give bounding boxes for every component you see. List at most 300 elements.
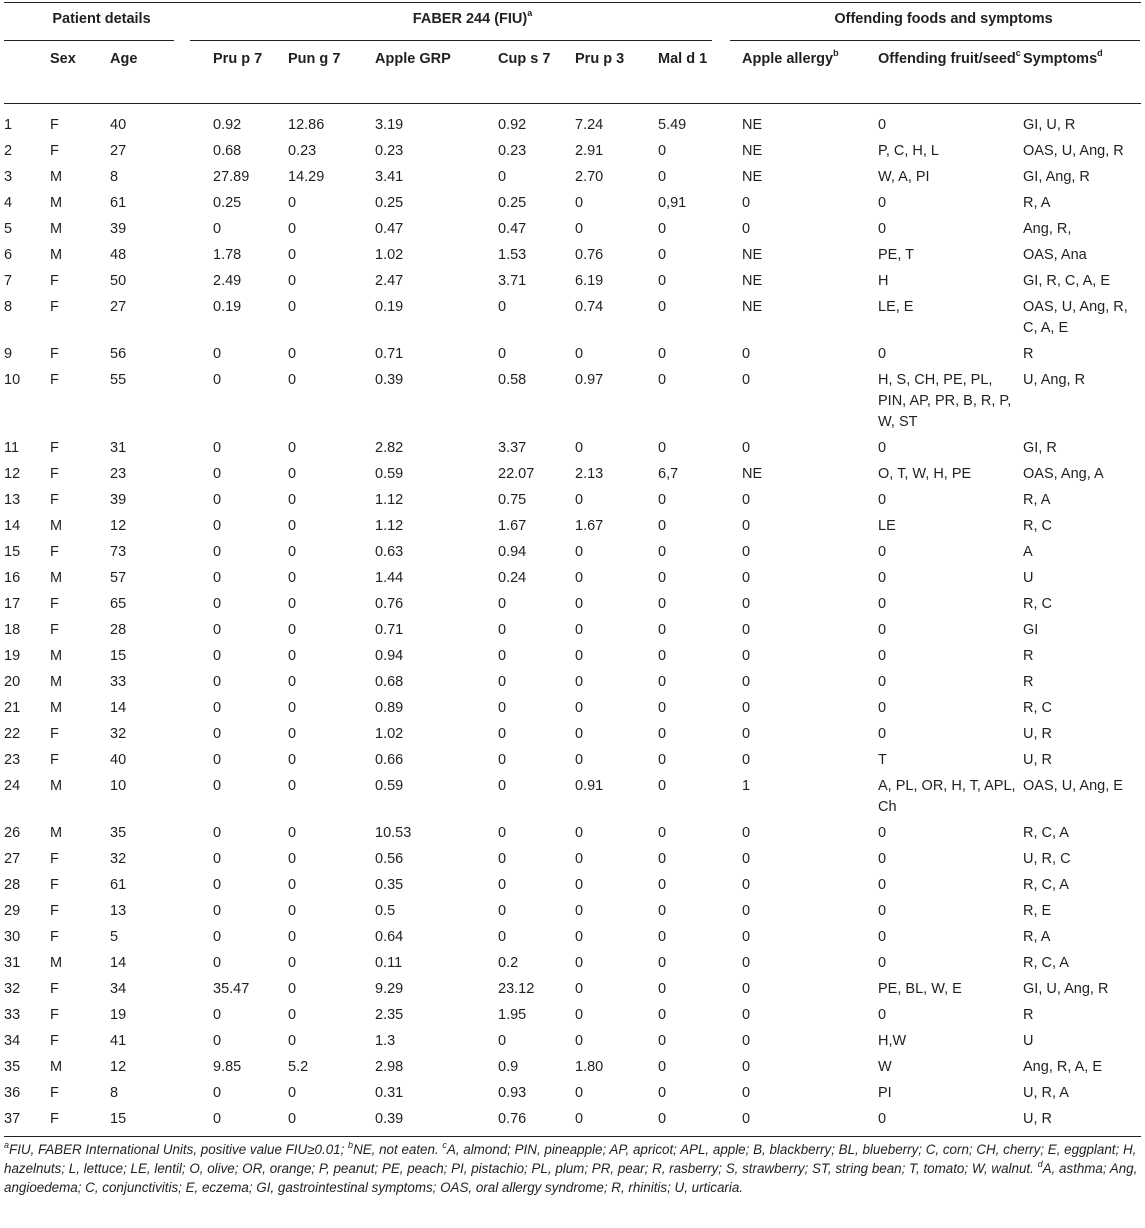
table-row (0, 818, 1145, 844)
cell-sex: F (50, 851, 59, 867)
cell-mald1: 0 (658, 518, 667, 534)
cell-symptoms: OAS, U, Ang, R, C, A, E (1023, 299, 1128, 336)
cell-pung7: 0.23 (288, 143, 317, 159)
cell-cups7: 0.75 (498, 492, 527, 508)
column-header-row (0, 39, 1145, 103)
cell-mald1: 0 (658, 372, 667, 388)
cell-apple-allergy: 0 (742, 955, 751, 971)
cell-cups7: 1.95 (498, 1007, 527, 1023)
cell-cups7: 22.07 (498, 466, 535, 482)
cell-symptoms: U (1023, 1033, 1034, 1049)
table-row (0, 641, 1145, 667)
cell-cups7: 0.47 (498, 221, 527, 237)
table-row (0, 188, 1145, 214)
cell-pung7: 0 (288, 273, 297, 289)
cell-offending: H (878, 273, 889, 289)
cell-applegrp: 0.59 (375, 466, 404, 482)
cell-offending: 0 (878, 929, 887, 945)
cell-pung7: 0 (288, 440, 297, 456)
cell-symptoms: GI, Ang, R (1023, 169, 1090, 185)
cell-row-index: 15 (4, 544, 21, 560)
cell-mald1: 0 (658, 648, 667, 664)
cell-applegrp: 0.39 (375, 1111, 404, 1127)
cell-mald1: 0 (658, 877, 667, 893)
cell-applegrp: 0.63 (375, 544, 404, 560)
cell-cups7: 0.23 (498, 143, 527, 159)
cell-mald1: 0 (658, 903, 667, 919)
table-row (0, 771, 1145, 818)
cell-offending: 0 (878, 955, 887, 971)
cell-pung7: 0 (288, 596, 297, 612)
cell-cups7: 0 (498, 346, 507, 362)
footnote-a: FIU, FABER International Units, positive value FIU≥0.01; (9, 1142, 349, 1157)
cell-prup3: 0 (575, 1033, 584, 1049)
cell-row-index: 5 (4, 221, 13, 237)
cell-applegrp: 0.59 (375, 778, 404, 794)
cell-offending: 0 (878, 851, 887, 867)
cell-age: 34 (110, 981, 127, 997)
cell-pung7: 0 (288, 981, 297, 997)
cell-pung7: 0 (288, 903, 297, 919)
cell-prup3: 0 (575, 622, 584, 638)
cell-pung7: 0 (288, 221, 297, 237)
cell-row-index: 16 (4, 570, 21, 586)
cell-prup3: 0 (575, 1007, 584, 1023)
cell-prup7: 0 (213, 1033, 222, 1049)
cell-row-index: 28 (4, 877, 21, 893)
cell-row-index: 18 (4, 622, 21, 638)
cell-age: 55 (110, 372, 127, 388)
cell-applegrp: 0.71 (375, 622, 404, 638)
cell-sex: F (50, 1007, 59, 1023)
cell-prup3: 0 (575, 851, 584, 867)
cell-apple-allergy: NE (742, 273, 763, 289)
cell-mald1: 0 (658, 981, 667, 997)
cell-sex: M (50, 1059, 63, 1075)
cell-prup7: 0 (213, 929, 222, 945)
cell-row-index: 13 (4, 492, 21, 508)
cell-offending: 0 (878, 877, 887, 893)
cell-applegrp: 0.68 (375, 674, 404, 690)
cell-prup7: 0 (213, 1007, 222, 1023)
cell-age: 14 (110, 955, 127, 971)
table-row (0, 214, 1145, 240)
cell-offending: 0 (878, 700, 887, 716)
cell-applegrp: 1.02 (375, 726, 404, 742)
cell-apple-allergy: NE (742, 169, 763, 185)
cell-row-index: 10 (4, 372, 21, 388)
cell-age: 61 (110, 877, 127, 893)
cell-offending: 0 (878, 648, 887, 664)
cell-offending: 0 (878, 195, 887, 211)
cell-prup3: 0 (575, 929, 584, 945)
cell-apple-allergy: 0 (742, 492, 751, 508)
cell-mald1: 0 (658, 752, 667, 768)
cell-row-index: 34 (4, 1033, 21, 1049)
cell-apple-allergy: NE (742, 466, 763, 482)
table-row (0, 433, 1145, 459)
group-patient-details (0, 0, 203, 39)
cell-cups7: 3.71 (498, 273, 527, 289)
cell-mald1: 0 (658, 851, 667, 867)
table-row (0, 339, 1145, 365)
cell-prup7: 0 (213, 726, 222, 742)
table-row (0, 719, 1145, 745)
cell-prup3: 0 (575, 825, 584, 841)
group-offending (742, 0, 1145, 39)
cell-applegrp: 0.23 (375, 143, 404, 159)
cell-applegrp: 0.31 (375, 1085, 404, 1101)
cell-mald1: 0 (658, 346, 667, 362)
cell-offending: 0 (878, 596, 887, 612)
cell-age: 39 (110, 492, 127, 508)
cell-offending: H,W (878, 1033, 907, 1049)
cell-prup7: 0 (213, 700, 222, 716)
cell-cups7: 0.2 (498, 955, 519, 971)
cell-mald1: 0 (658, 143, 667, 159)
cell-offending: PE, T (878, 247, 915, 263)
cell-applegrp: 10.53 (375, 825, 412, 841)
cell-applegrp: 0.11 (375, 955, 403, 971)
cell-prup7: 0 (213, 1085, 222, 1101)
cell-age: 48 (110, 247, 127, 263)
cell-symptoms: R, C, A (1023, 877, 1069, 893)
cell-cups7: 0 (498, 929, 507, 945)
cell-prup3: 0 (575, 570, 584, 586)
cell-sex: F (50, 981, 59, 997)
cell-apple-allergy: 0 (742, 648, 751, 664)
cell-sex: F (50, 544, 59, 560)
cell-apple-allergy: 0 (742, 570, 751, 586)
cell-prup7: 0.92 (213, 117, 242, 133)
table-row (0, 365, 1145, 433)
cell-apple-allergy: 0 (742, 1033, 751, 1049)
bottom-rule (4, 1136, 1141, 1137)
table-row (0, 162, 1145, 188)
cell-apple-allergy: 0 (742, 372, 751, 388)
cell-sex: F (50, 143, 59, 159)
cell-applegrp: 0.89 (375, 700, 404, 716)
cell-applegrp: 3.19 (375, 117, 404, 133)
group-faber-sup: a (527, 8, 533, 19)
cell-prup7: 0 (213, 851, 222, 867)
group-patient-label: Patient details (52, 11, 151, 27)
cell-symptoms: R, C, A (1023, 825, 1069, 841)
cell-apple-allergy: 0 (742, 700, 751, 716)
col-symptoms (1023, 39, 1145, 103)
cell-sex: M (50, 518, 63, 534)
cell-prup7: 0.68 (213, 143, 242, 159)
cell-mald1: 0 (658, 1007, 667, 1023)
cell-symptoms: R (1023, 1007, 1034, 1023)
cell-pung7: 0 (288, 622, 297, 638)
cell-apple-allergy: NE (742, 117, 763, 133)
group-faber-label: FABER 244 (FIU) (412, 11, 528, 27)
table-row (0, 292, 1145, 339)
cell-offending: T (878, 752, 887, 768)
col-mald1: Mal d 1 (658, 51, 708, 67)
cell-row-index: 3 (4, 169, 13, 185)
footnote-c-mark: c (442, 1139, 447, 1150)
table-row (0, 1104, 1145, 1130)
cell-prup7: 0 (213, 221, 222, 237)
cell-prup3: 0 (575, 955, 584, 971)
cell-applegrp: 1.44 (375, 570, 404, 586)
cell-row-index: 1 (4, 117, 13, 133)
cell-age: 40 (110, 117, 127, 133)
cell-row-index: 35 (4, 1059, 21, 1075)
cell-sex: F (50, 466, 59, 482)
cell-symptoms: R, C (1023, 596, 1053, 612)
table-body (0, 103, 1145, 1130)
cell-applegrp: 0.66 (375, 752, 404, 768)
cell-age: 35 (110, 825, 127, 841)
cell-offending: H, S, CH, PE, PL, PIN, AP, PR, B, R, P, W, ST (878, 372, 1012, 430)
cell-symptoms: U, R (1023, 1111, 1053, 1127)
cell-cups7: 0 (498, 903, 507, 919)
cell-cups7: 0.25 (498, 195, 527, 211)
cell-sex: M (50, 570, 63, 586)
cell-mald1: 0 (658, 825, 667, 841)
cell-prup7: 9.85 (213, 1059, 242, 1075)
cell-age: 41 (110, 1033, 127, 1049)
cell-pung7: 12.86 (288, 117, 325, 133)
cell-row-index: 11 (4, 440, 20, 456)
cell-applegrp: 0.5 (375, 903, 396, 919)
cell-prup3: 0.74 (575, 299, 604, 315)
cell-cups7: 0 (498, 299, 507, 315)
cell-symptoms: U, R (1023, 726, 1053, 742)
cell-sex: F (50, 372, 59, 388)
cell-applegrp: 0.25 (375, 195, 404, 211)
cell-prup7: 0 (213, 903, 222, 919)
cell-prup3: 7.24 (575, 117, 604, 133)
cell-prup3: 0 (575, 700, 584, 716)
cell-sex: M (50, 955, 63, 971)
cell-prup7: 0 (213, 372, 222, 388)
table-row (0, 974, 1145, 1000)
cell-prup7: 0 (213, 622, 222, 638)
cell-symptoms: U, R, A (1023, 1085, 1069, 1101)
cell-apple-allergy: 0 (742, 674, 751, 690)
cell-offending: 0 (878, 346, 887, 362)
cell-sex: M (50, 247, 63, 263)
cell-prup7: 0 (213, 346, 222, 362)
cell-cups7: 0.92 (498, 117, 527, 133)
cell-row-index: 21 (4, 700, 21, 716)
cell-symptoms: R, A (1023, 492, 1051, 508)
cell-symptoms: GI, R, C, A, E (1023, 273, 1111, 289)
cell-cups7: 0.76 (498, 1111, 527, 1127)
cell-applegrp: 9.29 (375, 981, 404, 997)
cell-symptoms: R (1023, 674, 1034, 690)
cell-pung7: 0 (288, 466, 297, 482)
cell-pung7: 0 (288, 955, 297, 971)
table-row (0, 1052, 1145, 1078)
cell-cups7: 0 (498, 778, 507, 794)
col-apple-allergy-label: Apple allergy (742, 51, 834, 67)
cell-row-index: 4 (4, 195, 13, 211)
cell-row-index: 12 (4, 466, 21, 482)
cell-applegrp: 1.02 (375, 247, 404, 263)
table-row (0, 1000, 1145, 1026)
cell-cups7: 0 (498, 596, 507, 612)
cell-offending: W (878, 1059, 892, 1075)
cell-prup7: 0 (213, 648, 222, 664)
cell-prup3: 0 (575, 903, 584, 919)
cell-pung7: 0 (288, 778, 297, 794)
table-row (0, 1026, 1145, 1052)
cell-age: 39 (110, 221, 127, 237)
cell-applegrp: 0.76 (375, 596, 404, 612)
cell-pung7: 0 (288, 346, 297, 362)
cell-row-index: 30 (4, 929, 21, 945)
cell-cups7: 1.53 (498, 247, 527, 263)
cell-row-index: 31 (4, 955, 21, 971)
cell-applegrp: 0.35 (375, 877, 404, 893)
cell-prup3: 0 (575, 596, 584, 612)
cell-prup7: 0 (213, 440, 222, 456)
table-row (0, 1078, 1145, 1104)
cell-row-index: 17 (4, 596, 21, 612)
cell-symptoms: U, Ang, R (1023, 372, 1086, 388)
cell-prup3: 0 (575, 1111, 584, 1127)
cell-applegrp: 0.39 (375, 372, 404, 388)
cell-row-index: 8 (4, 299, 13, 315)
cell-offending: PE, BL, W, E (878, 981, 962, 997)
cell-mald1: 0 (658, 492, 667, 508)
cell-offending: A, PL, OR, H, T, APL, Ch (878, 778, 1016, 815)
cell-symptoms: U (1023, 570, 1034, 586)
cell-sex: F (50, 1033, 59, 1049)
cell-symptoms: R, C (1023, 518, 1053, 534)
cell-pung7: 0 (288, 544, 297, 560)
cell-row-index: 9 (4, 346, 13, 362)
footnote-c: A, almond; PIN, pineapple; AP, apricot; APL, apple; B, blackberry; BL, blueberry; C, corn; CH, cherry; E, eggplant; H, hazelnuts; L, lettuce; LE, lentil; O, olive; OR, orange; P, peanut; PE, peach; PI, pistachio; PL, plum; PR, pear; R, rasberry; S, strawberry; ST, string bean; T, tomato; W, walnut. (4, 1142, 1137, 1176)
cell-cups7: 3.37 (498, 440, 527, 456)
cell-pung7: 0 (288, 851, 297, 867)
cell-cups7: 0.24 (498, 570, 527, 586)
cell-prup3: 1.80 (575, 1059, 604, 1075)
cell-mald1: 0 (658, 247, 667, 263)
cell-prup3: 2.13 (575, 466, 604, 482)
cell-mald1: 0 (658, 440, 667, 456)
cell-row-index: 22 (4, 726, 21, 742)
cell-pung7: 0 (288, 752, 297, 768)
cell-pung7: 5.2 (288, 1059, 309, 1075)
cell-row-index: 32 (4, 981, 21, 997)
cell-age: 27 (110, 143, 127, 159)
footnote-a-mark: a (4, 1139, 10, 1150)
cell-apple-allergy: NE (742, 143, 763, 159)
cell-age: 15 (110, 648, 127, 664)
footnote-d: A, asthma; Ang, angioedema; C, conjunctivitis; E, eczema; GI, gastrointestinal symptoms; OAS, oral allergy syndrome; R, rhinitis; U, urticaria. (4, 1161, 1138, 1195)
cell-age: 32 (110, 851, 127, 867)
cell-cups7: 0.93 (498, 1085, 527, 1101)
cell-age: 5 (110, 929, 119, 945)
cell-row-index: 36 (4, 1085, 21, 1101)
cell-prup7: 0 (213, 466, 222, 482)
cell-applegrp: 0.94 (375, 648, 404, 664)
cell-offending: W, A, PI (878, 169, 930, 185)
cell-applegrp: 0.19 (375, 299, 404, 315)
cell-sex: M (50, 825, 63, 841)
col-offending-label: Offending fruit/seed (878, 51, 1016, 67)
cell-prup3: 2.70 (575, 169, 604, 185)
col-symptoms-sup: d (1097, 48, 1103, 59)
cell-symptoms: R, A (1023, 195, 1051, 211)
group-offending-label: Offending foods and symptoms (834, 11, 1053, 27)
cell-prup3: 0 (575, 440, 584, 456)
cell-sex: F (50, 273, 59, 289)
cell-sex: F (50, 877, 59, 893)
cell-cups7: 23.12 (498, 981, 535, 997)
cell-prup3: 2.91 (575, 143, 604, 159)
cell-apple-allergy: 1 (742, 778, 751, 794)
cell-cups7: 0 (498, 674, 507, 690)
table-row (0, 922, 1145, 948)
cell-age: 73 (110, 544, 127, 560)
cell-mald1: 0 (658, 778, 667, 794)
table-footnotes (4, 1140, 1140, 1197)
cell-sex: F (50, 492, 59, 508)
cell-prup7: 27.89 (213, 169, 250, 185)
cell-prup3: 0 (575, 648, 584, 664)
cell-applegrp: 2.35 (375, 1007, 404, 1023)
cell-apple-allergy: 0 (742, 1085, 751, 1101)
cell-cups7: 0.9 (498, 1059, 519, 1075)
cell-mald1: 0 (658, 622, 667, 638)
table-row (0, 870, 1145, 896)
cell-pung7: 0 (288, 1033, 297, 1049)
col-prup3: Pru p 3 (575, 51, 625, 67)
footnote-b: NE, not eaten. (353, 1142, 443, 1157)
table-row (0, 896, 1145, 922)
cell-prup7: 0 (213, 955, 222, 971)
cell-pung7: 0 (288, 1007, 297, 1023)
cell-pung7: 0 (288, 195, 297, 211)
cell-apple-allergy: 0 (742, 622, 751, 638)
cell-applegrp: 1.12 (375, 518, 404, 534)
cell-sex: F (50, 1085, 59, 1101)
cell-prup7: 35.47 (213, 981, 250, 997)
cell-mald1: 0 (658, 273, 667, 289)
cell-age: 19 (110, 1007, 127, 1023)
cell-applegrp: 0.47 (375, 221, 404, 237)
cell-mald1: 0,91 (658, 195, 687, 211)
cell-applegrp: 2.98 (375, 1059, 404, 1075)
cell-pung7: 0 (288, 877, 297, 893)
cell-sex: F (50, 1111, 59, 1127)
cell-row-index: 29 (4, 903, 21, 919)
cell-pung7: 0 (288, 247, 297, 263)
cell-mald1: 0 (658, 1085, 667, 1101)
cell-offending: 0 (878, 1111, 887, 1127)
cell-offending: 0 (878, 492, 887, 508)
cell-symptoms: U, R (1023, 752, 1053, 768)
cell-prup3: 0 (575, 346, 584, 362)
cell-row-index: 14 (4, 518, 21, 534)
cell-age: 61 (110, 195, 127, 211)
cell-symptoms: OAS, Ana (1023, 247, 1087, 263)
cell-offending: LE (878, 518, 896, 534)
cell-mald1: 0 (658, 169, 667, 185)
cell-applegrp: 2.82 (375, 440, 404, 456)
cell-cups7: 0 (498, 851, 507, 867)
table-row (0, 459, 1145, 485)
cell-pung7: 0 (288, 674, 297, 690)
cell-cups7: 0.58 (498, 372, 527, 388)
